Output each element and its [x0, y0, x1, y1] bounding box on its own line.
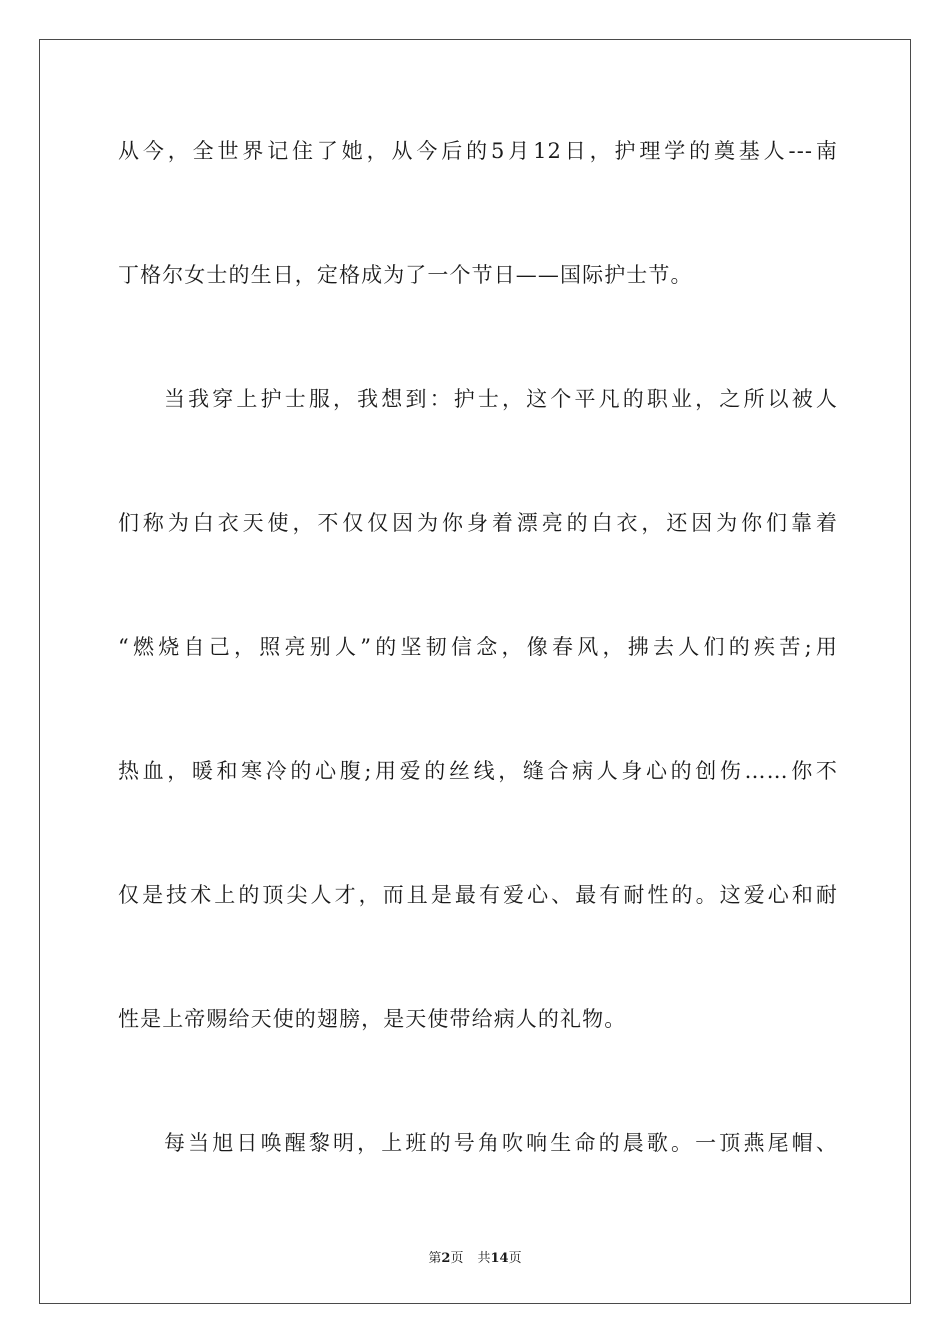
page-current-number: 2 [441, 1251, 451, 1266]
text-line-7: 仅是技术上的顶尖人才，而且是最有爱心、最有耐性的。这爱心和耐 [118, 883, 838, 907]
page-footer [0, 1247, 950, 1266]
text-line-5: “燃烧自己，照亮别人”的坚韧信念，像春风，拂去人们的疾苦;用 [118, 635, 838, 659]
page-suffix: 页 [450, 1251, 464, 1266]
page-border [39, 39, 911, 1304]
text-line-8: 性是上帝赐给天使的翅膀，是天使带给病人的礼物。 [118, 1007, 627, 1031]
text-line-2: 丁格尔女士的生日，定格成为了一个节日——国际护士节。 [118, 263, 693, 287]
text-line-3: 当我穿上护士服，我想到：护士，这个平凡的职业，之所以被人 [164, 387, 838, 411]
text-line-4: 们称为白衣天使，不仅仅因为你身着漂亮的白衣，还因为你们靠着 [118, 511, 838, 535]
text-line-1: 从今，全世界记住了她，从今后的5月12日，护理学的奠基人---南 [118, 139, 838, 163]
text-line-9: 每当旭日唤醒黎明，上班的号角吹响生命的晨歌。一顶燕尾帽、 [164, 1131, 838, 1155]
page-prefix: 第 [428, 1251, 442, 1266]
total-suffix: 页 [508, 1251, 522, 1266]
total-prefix: 共 [477, 1251, 491, 1266]
text-line-6: 热血，暖和寒冷的心腹;用爱的丝线，缝合病人身心的创伤……你不 [118, 759, 838, 783]
page-total-number: 14 [490, 1251, 509, 1266]
